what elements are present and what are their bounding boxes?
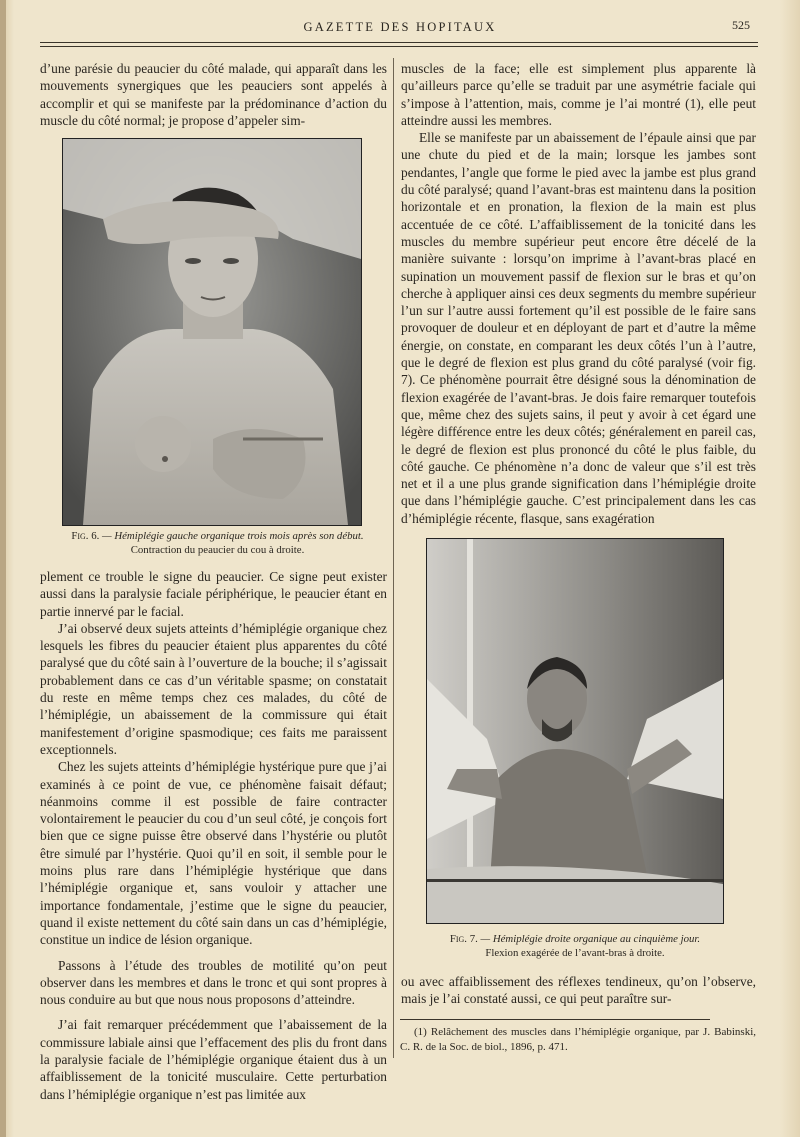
paragraph: plement ce trouble le signe du peaucier. Ce signe peut exister aussi dans la paralysie faciale périphérique, le peaucier étant en partie innervé par le facial. xyxy=(40,569,387,619)
paragraph: ou avec affaiblissement des réflexes tendineux, qu’on l’observe, mais je l’ai constaté aussi, ce qui peut paraître sur- xyxy=(401,974,756,1007)
journal-title: GAZETTE DES HOPITAUX xyxy=(303,20,497,34)
paragraph: muscles de la face; elle est simplement plus apparente là qu’ailleurs parce qu’elle se traduit par une asymétrie faciale qui s’impose à l’attention, mais, comme je l’ai montré (1), elle peut atteindre aussi les membres. xyxy=(401,61,756,128)
figure-6-title: — Hémiplégie gauche organique trois mois après son début. xyxy=(102,530,364,542)
figure-7-caption xyxy=(410,932,740,960)
page-header xyxy=(40,18,760,38)
footnote: (1) Relâchement des muscles dans l’hémiplégie organique, par J. Babinski, C. R. de la Soc. de biol., 1896, p. 471. xyxy=(400,1026,756,1053)
footnote-rule xyxy=(400,1019,710,1020)
page-number: 525 xyxy=(732,18,750,32)
left-column-top xyxy=(40,60,387,129)
paragraph: Passons à l’étude des troubles de motilité qu’on peut observer dans les membres et dans le tronc et qui sont propres à nous conduire au but que nous nous proposons d’atteindre. xyxy=(40,957,387,1008)
figure-7-image xyxy=(427,539,723,923)
paragraph: d’une parésie du peaucier du côté malade, qui apparaît dans les mouvements synergiques que les peauciers sont appelés à accomplir et qui se manifeste par la prédominance d’action du muscle du côté normal; je propose d’appeler sim- xyxy=(40,61,387,128)
figure-6-subtitle: Contraction du peaucier du cou à droite. xyxy=(130,544,305,556)
figure-6-label: Fig. 6. xyxy=(71,530,100,542)
figure-6-caption xyxy=(40,529,395,557)
paragraph: J’ai fait remarquer précédemment que l’abaissement de la commissure labiale ainsi que l’effacement des plis du front dans la paralysie faciale de l’hémiplégie organique étaient dus à un affaiblissement de la tonicité musculaire. Cette perturbation dans l’hémiplégie organique n’est pas limitée aux xyxy=(40,1017,387,1102)
paragraph: Elle se manifeste par un abaissement de l’épaule ainsi que par une chute du pied et de la main; lorsque les jambes sont pendantes, l’angle que forme le pied avec la jambe est plus grand du côté paralysé; quand l’avant-bras est maintenu dans la position horizontale et en pronation, la flexion de la main est plus accentuée de ce côté. L’affaiblissement de la tonicité dans les muscles du membre supérieur peut encore être décelé de la manière suivante : lorsqu’on imprime à l’avant-bras placé en supination un mouvement passif de flexion sur le bras et qu’on cherche à appliquer ainsi ces deux segments du membre supérieur l’un sur l’autre aussi fortement qu’il est possible de le faire sans provoquer de douleur et en déployant de part et d’autre la même énergie, on constate, en comparant les deux côtés l’un à l’autre, que le degré de flexion est plus grand du côté paralysé (voir fig. 7). Ce phénomène pourrait être désigné sous la dénomination de flexion exagérée de l’avant-bras. Je dois faire remarquer toutefois que, même chez des sujets sains, il peut y avoir à cet égard une légère différence entre les deux côtés; généralement en pareil cas, le degré de flexion est plus prononcé du côté le plus faible, du côté gauche. Ce phénomène n’a donc de valeur que s’il est très net et il a une plus grande signification dans l’hémiplégie droite que dans l’hémiplégie gauche. C’est principalement dans les cas d’hémiplégie récente, flasque, sans exagération xyxy=(401,130,756,526)
paragraph: J’ai observé deux sujets atteints d’hémiplégie organique chez lesquels les fibres du peaucier étaient plus apparentes du côté paralysé que du côté sain à l’ouverture de la bouche; il s’agissait probablement dans ce cas d’un véritable spasme; on constatait du reste en même temps chez ces malades, du côté de l’hémiplégie, un abaissement de la commissure qui était manifestement d’origine spasmodique; ces faits me paraissent exceptionnels. xyxy=(40,620,387,757)
figure-7-photo xyxy=(426,538,724,924)
figure-6-photo xyxy=(62,138,362,526)
page-binding xyxy=(0,0,6,1137)
column-divider xyxy=(393,58,394,1058)
figure-7-title: — Hémiplégie droite organique au cinquième jour. xyxy=(480,933,701,945)
right-column-bottom xyxy=(401,973,756,1008)
figure-7-subtitle: Flexion exagérée de l’avant-bras à droite. xyxy=(485,947,665,959)
figure-6-image xyxy=(63,139,361,525)
header-rule xyxy=(40,42,758,43)
paragraph: Chez les sujets atteints d’hémiplégie hystérique pure que j’ai examinés à ce point de vue, ce phénomène faisait défaut; néanmoins comme il est possible de faire contracter volontairement le peaucier du cou d’un seul côté, je conçois fort bien que ce signe puisse être observé dans l’hystérie ou plutôt être simulé par l’hystérie. Quoi qu’il en soit, il semble pour le moins plus rare dans l’hémiplégie hystérique que dans l’hémiplégie organique et, sans vouloir y attacher une importance fondamentale, j’estime que le signe du peaucier, quand il existe nettement du côté sain dans un cas d’hémiplégie, constitue un indice de lésion organique. xyxy=(40,759,387,948)
left-column-bottom xyxy=(40,568,387,1103)
right-column-top xyxy=(401,60,756,527)
header-rule-thin xyxy=(40,46,758,47)
figure-7-label: Fig. 7. xyxy=(449,933,478,945)
